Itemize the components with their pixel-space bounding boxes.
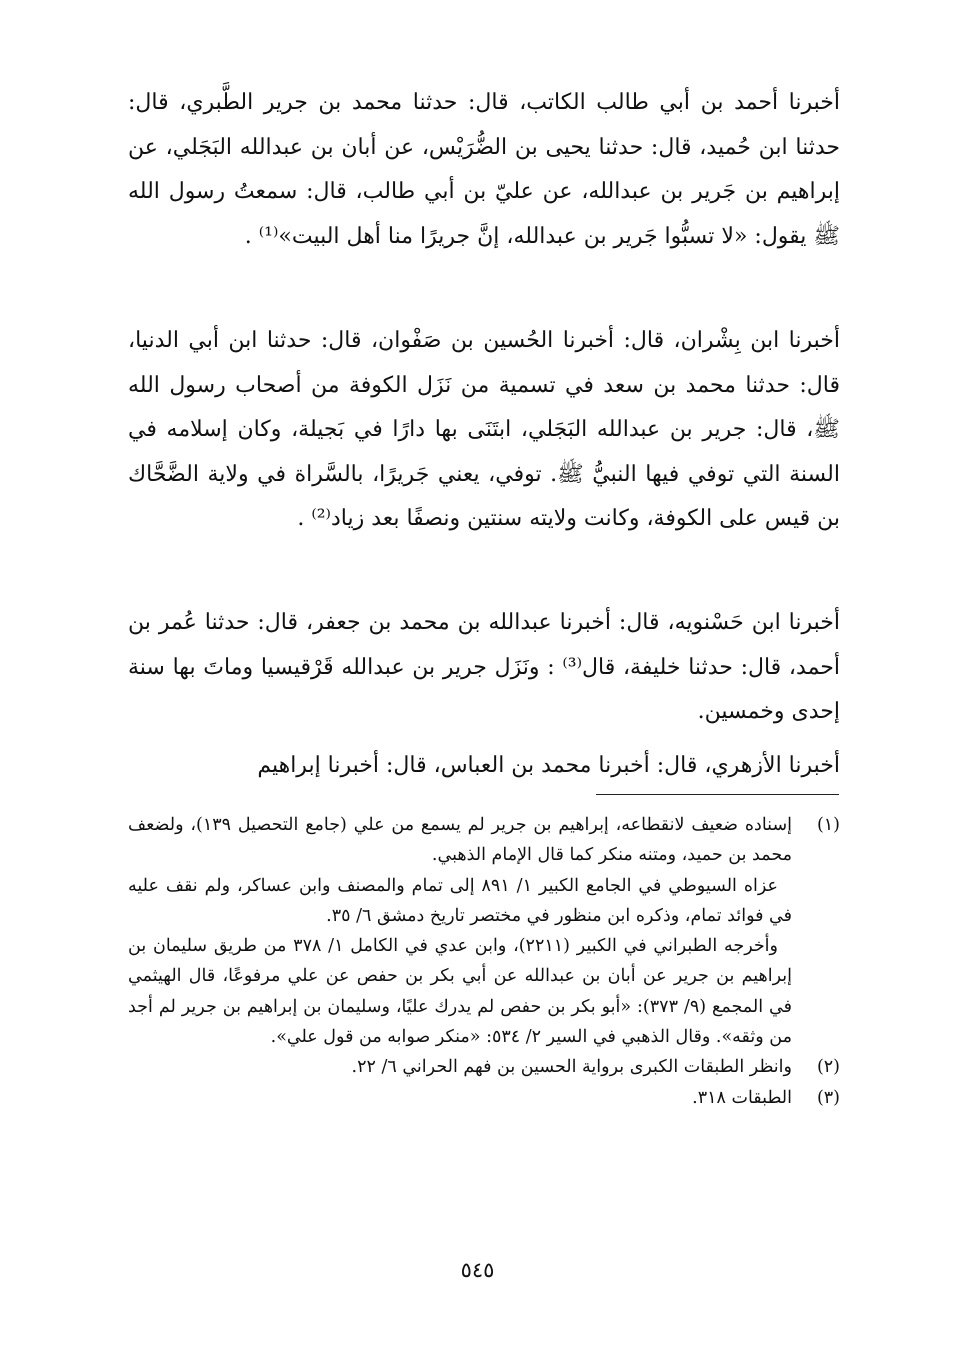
footnote-number: (١)	[816, 815, 840, 835]
footnote-1-continuation	[128, 871, 840, 932]
footnote-text: إسناده ضعيف لانقطاعه، إبراهيم بن جرير لم يسمع من علي (جامع التحصيل ١٣٩)، ولضعف محمد بن حميد، ومتنه منكر كما قال الإمام الذهبي.	[128, 815, 792, 866]
footnote-text: الطبقات ٣١٨.	[692, 1087, 792, 1108]
footnote-text: وانظر الطبقات الكبرى برواية الحسين بن فهم الحراني ٦/ ٢٢.	[351, 1057, 792, 1078]
footnote-3	[128, 1083, 840, 1113]
paragraph-4: أخبرنا الأزهري، قال: أخبرنا محمد بن العباس، قال: أخبرنا إبراهيم	[257, 753, 840, 778]
page-number: ٥٤٥	[460, 1258, 495, 1282]
footnote-text: عزاه السيوطي في الجامع الكبير ١/ ٨٩١ إلى تمام والمصنف وابن عساكر، ولم نقف عليه في فوائد تمام، وذكره ابن منظور في مختصر تاريخ دمشق ٦/ ٣٥.	[128, 875, 792, 926]
footnotes	[128, 810, 840, 1113]
footnote-separator	[596, 794, 839, 795]
paragraph-1: أخبرنا أحمد بن أبي طالب الكاتب، قال: حدثنا محمد بن جرير الطَّبري، قال: حدثنا ابن حُميد، قال: حدثنا يحيى بن الضُّرَيْس، عن أبان بن عبدالله البَجَلي، عن إبراهيم بن جَرير بن عبدالله، عن عليّ بن أبي طالب، قال: سمعتُ رسول الله ﷺ يقول: «لا تسبُّوا جَرير بن عبدالله، إنَّ جريرًا منا أهل البيت»⁽¹⁾ .	[128, 90, 840, 249]
footnote-number: (٢)	[816, 1057, 840, 1078]
footnote-2	[128, 1052, 840, 1082]
footnote-text: وأخرجه الطبراني في الكبير (٢٢١١)، وابن عدي في الكامل ١/ ٣٧٨ من طريق سليمان بن إبراهيم بن جرير عن أبان بن عبدالله عن أبي بكر بن حفص عن علي مرفوعًا، قال الهيثمي في المجمع (٩/ ٣٧٣): «أبو بكر بن حفص لم يدرك عليًا، وسليمان بن إبراهيم بن جرير لم أجد من وثقه». وقال الذهبي في السير ٢/ ٥٣٤: «منكر صوابه من قول علي».	[128, 936, 793, 1048]
footnote-number: (٣)	[816, 1087, 840, 1108]
paragraph-3: أخبرنا ابن حَسْنويه، قال: أخبرنا عبدالله بن محمد بن جعفر، قال: حدثنا عُمر بن أحمد، قال: حدثنا خليفة، قال⁽³⁾ : ونَزَل جرير بن عبدالله قَرْقيسيا وماتَ بها سنة إحدى وخمسين.	[128, 610, 840, 724]
paragraph-2: أخبرنا ابن بِشْران، قال: أخبرنا الحُسين بن صَفْوان، قال: حدثنا ابن أبي الدنيا، قال: حدثنا محمد بن سعد في تسمية من نَزَل الكوفة من أصحاب رسول الله ﷺ، قال: جرير بن عبدالله البَجَلي، ابتَنَى بها دارًا في بَجيلة، وكان إسلامه في السنة التي توفي فيها النبيُّ ﷺ. توفي، يعني جَريرًا، بالسَّراة في ولاية الضَّحَّاك بن قيس على الكوفة، وكانت ولايته سنتين ونصفًا بعد زياد⁽²⁾ .	[128, 328, 840, 531]
footnote-1-continuation	[128, 931, 840, 1052]
footnote-1	[128, 810, 840, 871]
